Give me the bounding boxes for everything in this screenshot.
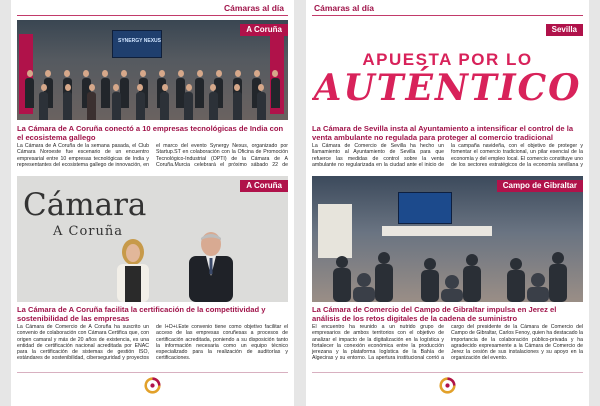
article-body: El encuentro ha reunido a un nutrido grupo de empresarios de ambos territorios con el objetivo de analizar el impacto de la digitalización en la logística y fortalecer la conexión económica entre la producción jerezana y la plataforma logística de la Bahía de Algeciras y su entorno. La apertura institucional corrió a cargo del presidente de la Cámara de Comercio del Campo de Gibraltar, Carlos Fenoy, quien ha destacado la importancia de la colaboración público-privada y ha agradecido expresamente a la Cámara de Comercio de Jerez la cesión de sus instalaciones y su apoyo en la organización del evento. xyxy=(312,324,583,362)
page-header-title: Cámaras al día xyxy=(314,3,375,13)
wall-sign-text: Cámara xyxy=(23,187,147,223)
header-divider xyxy=(312,15,583,16)
conference-photo xyxy=(312,176,583,302)
campaign-line-1: APUESTA POR LO xyxy=(362,50,533,69)
header-divider xyxy=(17,15,288,16)
footer-divider xyxy=(17,372,288,373)
left-page xyxy=(11,0,294,406)
campaign-line-2: AUTÉNTICO xyxy=(313,67,582,109)
footer-divider xyxy=(312,372,583,373)
screen-text: SYNERGY NEXUS xyxy=(118,38,161,44)
speakers-table xyxy=(382,226,492,236)
people-front-row xyxy=(39,72,266,120)
wall-sign-city: A Coruña xyxy=(53,224,124,239)
right-page xyxy=(306,0,589,406)
presentation-screen xyxy=(398,192,452,224)
presentation-screen xyxy=(112,30,162,58)
chamber-logo-icon xyxy=(144,377,161,394)
page-header-title: Cámaras al día xyxy=(223,3,284,13)
region-tag: Sevilla xyxy=(546,24,583,36)
woman-figure xyxy=(111,236,155,302)
article-body: La Cámara de Comercio de Sevilla ha hecho un llamamiento al Ayuntamiento de Sevilla para que refuerce las medidas de control sobre la venta ambulante no regularizada en la ciudad ante el inicio de la campaña navideña, con el objetivo de proteger y fomentar el comercio tradicional, un pilar esencial de la economía y del empleo local. El comercio constituye uno de los sectores estratégicos de la economía sevillana y xyxy=(312,143,583,168)
article-headline: La Cámara de Sevilla insta al Ayuntamiento a intensificar el control de la venta ambulante no regulada para proteger al comercio tradicional xyxy=(312,124,574,142)
audience-figures xyxy=(312,236,583,302)
article-body: La Cámara de A Coruña de la semana pasada, el Club Cámara Noroeste fue escenario de un encuentro empresarial entre 10 empresas tecnológicas de India y representantes del ecosistema gallego de innovación, en el marco del evento Synergy Nexus, organizado por Startup.ST en colaboración con la Oficina de Promoción Tecnológico-Industrial (OPTI) de la Cámara de A Coruña.Murcia celebrará el próximo sábado 22 de xyxy=(17,143,288,168)
region-tag: A Coruña xyxy=(240,24,288,36)
chamber-logo-icon xyxy=(439,377,456,394)
region-tag: Campo de Gibraltar xyxy=(497,180,583,192)
article-headline: La Cámara de A Coruña conectó a 10 empresas tecnológicas de India con el ecosistema gallego xyxy=(17,124,284,142)
group-photo xyxy=(17,20,288,120)
man-figure xyxy=(185,230,237,302)
article-body: La Cámara de Comercio de A Coruña ha suscrito un convenio de colaboración con Cámara Certifica que, con origen camaral y más de 20 años de existencia, es una entidad de certificación nacional acreditada por ENAC para la certificación de sistemas de gestión ISO, estándares de sostenibilidad, ciberseguridad y proyectos de I+D+i.Este convenio tiene como objetivo facilitar el acceso de las empresas coruñesas a procesos de certificación acreditada, poniendo a su disposición tanto la información necesaria como un equipo técnico especializado para la realización de auditorías y certificaciones. xyxy=(17,324,288,362)
article-headline: La Cámara de A Coruña facilita la certificación de la competitividad y sostenibilidad de las empresas xyxy=(17,305,266,323)
campaign-graphic xyxy=(312,20,583,120)
article-headline: La Cámara de Comercio del Campo de Gibraltar impulsa en Jerez el análisis de los retos digitales de la cadena de suministro xyxy=(312,305,557,323)
signing-photo xyxy=(17,176,288,302)
region-tag: A Coruña xyxy=(240,180,288,192)
